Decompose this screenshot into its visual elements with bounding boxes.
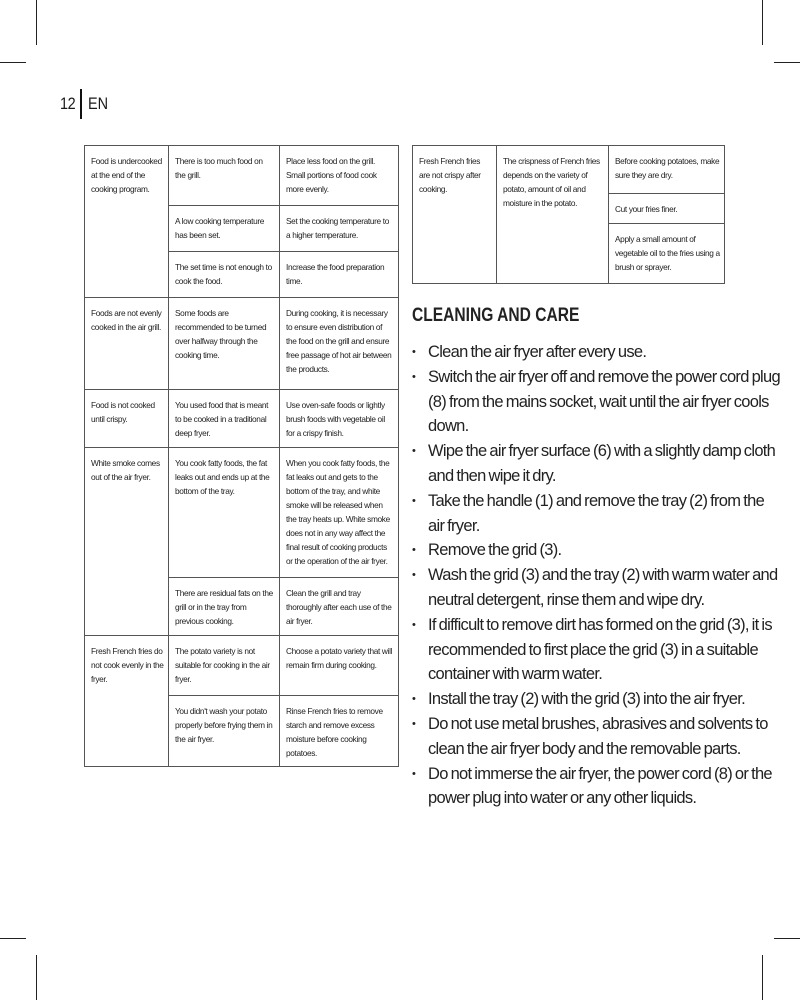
bullet: • — [412, 618, 416, 631]
crop-mark — [774, 62, 800, 63]
list-item-text: If difficult to remove dirt has formed on the grid (3), it is recommended to first place the grid (3) in a suitable container with warm water. — [428, 615, 772, 684]
troubleshooting-table-left — [84, 145, 399, 767]
cleaning-instructions-list — [410, 340, 790, 811]
table-row — [413, 146, 725, 194]
crop-mark — [762, 955, 763, 1000]
solution-cell: Cut your fries finer. — [609, 194, 725, 224]
list-item — [410, 340, 790, 365]
list-item-text: Do not immerse the air fryer, the power cord (8) or the power plug into water or any other liquids. — [428, 764, 772, 808]
bullet: • — [412, 569, 416, 582]
section-title-cleaning: CLEANING AND CARE — [412, 305, 580, 326]
problem-cell: White smoke comes out of the air fryer. — [85, 448, 169, 636]
cause-cell: You didn't wash your potato properly before frying them in the air fryer. — [169, 696, 280, 767]
table-row — [85, 390, 399, 448]
bullet: • — [412, 445, 416, 458]
solution-cell: When you cook fatty foods, the fat leaks out and gets to the bottom of the tray, and white smoke will be released when the tray heats up. White smoke does not in any way affect the final result of cooking products or the operation of the air fryer. — [280, 448, 399, 578]
list-item — [410, 538, 790, 563]
solution-cell: Place less food on the grill. Small portions of food cook more evenly. — [280, 146, 399, 206]
list-item — [410, 613, 790, 687]
solution-cell: Clean the grill and tray thoroughly after each use of the air fryer. — [280, 578, 399, 636]
table-row — [85, 298, 399, 390]
page-number: 12 — [60, 94, 76, 113]
list-item-text: Switch the air fryer off and remove the power cord plug (8) from the mains socket, wait until the air fryer cools down. — [428, 367, 780, 436]
solution-cell: Increase the food preparation time. — [280, 252, 399, 298]
crop-mark — [36, 0, 37, 45]
list-item-text: Do not use metal brushes, abrasives and solvents to clean the air fryer body and the removable parts. — [428, 714, 768, 758]
list-item — [410, 712, 790, 762]
troubleshooting-table-right — [412, 145, 725, 284]
list-item — [410, 489, 790, 539]
solution-cell: Use oven-safe foods or lightly brush foods with vegetable oil for a crispy finish. — [280, 390, 399, 448]
problem-cell: Fresh French fries are not crispy after cooking. — [413, 146, 497, 284]
crop-mark — [36, 955, 37, 1000]
cause-cell: The crispness of French fries depends on the variety of potato, amount of oil and moisture in the potato. — [497, 146, 609, 284]
list-item — [410, 365, 790, 439]
problem-cell: Fresh French fries do not cook evenly in the fryer. — [85, 636, 169, 767]
cause-cell: There are residual fats on the grill or in the tray from previous cooking. — [169, 578, 280, 636]
solution-cell: Set the cooking temperature to a higher temperature. — [280, 206, 399, 252]
list-item-text: Wash the grid (3) and the tray (2) with warm water and neutral detergent, rinse them and wipe dry. — [428, 566, 778, 609]
header-divider — [80, 89, 82, 119]
bullet: • — [412, 370, 416, 383]
bullet: • — [412, 717, 416, 730]
list-item — [410, 439, 790, 489]
solution-cell: Choose a potato variety that will remain firm during cooking. — [280, 636, 399, 696]
crop-mark — [0, 938, 26, 939]
cause-cell: There is too much food on the grill. — [169, 146, 280, 206]
list-item — [410, 762, 790, 812]
cause-cell: The set time is not enough to cook the food. — [169, 252, 280, 298]
crop-mark — [762, 0, 763, 45]
problem-cell: Food is undercooked at the end of the cooking program. — [85, 146, 169, 298]
cause-cell: You used food that is meant to be cooked in a traditional deep fryer. — [169, 390, 280, 448]
list-item-text: Remove the grid (3). — [428, 541, 562, 560]
cause-cell: Some foods are recommended to be turned over halfway through the cooking time. — [169, 298, 280, 390]
page-header — [60, 88, 112, 120]
solution-cell: Apply a small amount of vegetable oil to the fries using a brush or sprayer. — [609, 224, 725, 284]
cause-cell: You cook fatty foods, the fat leaks out and ends up at the bottom of the tray. — [169, 448, 280, 578]
page-language: EN — [87, 94, 109, 113]
bullet: • — [412, 494, 416, 507]
bullet: • — [412, 767, 416, 780]
solution-cell: During cooking, it is necessary to ensure even distribution of the food on the grill and ensure free passage of hot air between the products. — [280, 298, 399, 390]
problem-cell: Foods are not evenly cooked in the air grill. — [85, 298, 169, 390]
crop-mark — [774, 938, 800, 939]
crop-mark — [0, 62, 26, 63]
list-item-text: Install the tray (2) with the grid (3) into the air fryer. — [428, 690, 746, 709]
table-row — [85, 636, 399, 696]
solution-cell: Rinse French fries to remove starch and remove excess moisture before cooking potatoes. — [280, 696, 399, 767]
list-item — [410, 687, 790, 712]
bullet: • — [412, 693, 416, 706]
list-item-text: Wipe the air fryer surface (6) with a slightly damp cloth and then wipe it dry. — [428, 442, 776, 485]
list-item — [410, 563, 790, 613]
list-item-text: Take the handle (1) and remove the tray (2) from the air fryer. — [428, 491, 765, 535]
problem-cell: Food is not cooked until crispy. — [85, 390, 169, 448]
solution-cell: Before cooking potatoes, make sure they are dry. — [609, 146, 725, 194]
list-item-text: Clean the air fryer after every use. — [428, 343, 647, 361]
cause-cell: A low cooking temperature has been set. — [169, 206, 280, 252]
cause-cell: The potato variety is not suitable for cooking in the air fryer. — [169, 636, 280, 696]
bullet: • — [412, 544, 416, 557]
table-row — [85, 448, 399, 578]
bullet: • — [412, 346, 416, 358]
table-row — [85, 146, 399, 206]
